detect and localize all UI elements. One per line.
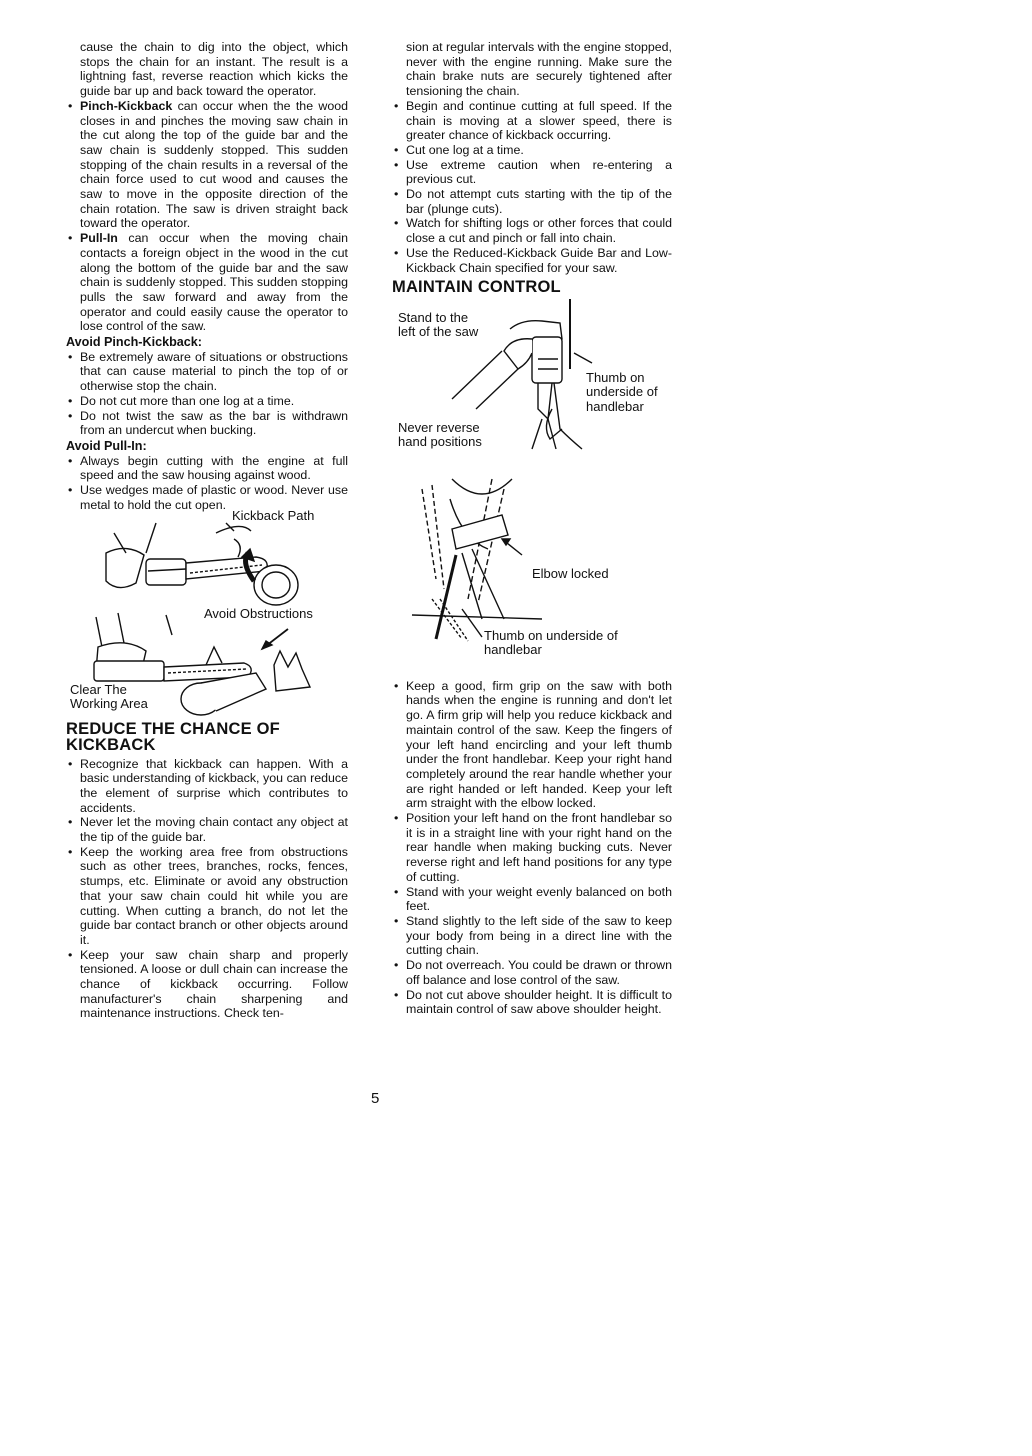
- maintain-control-heading: MAINTAIN CONTROL: [392, 278, 561, 297]
- pull-in-term: Pull-In: [80, 231, 118, 246]
- avoid-pinch-heading: Avoid Pinch-Kickback:: [66, 335, 202, 350]
- kickback-illustration: [66, 513, 348, 607]
- control-tips-list: [392, 679, 672, 1017]
- pull-in-item: [66, 231, 348, 334]
- pinch-kickback-term: Pinch-Kickback: [80, 98, 173, 113]
- hand-position-figure: [392, 299, 672, 469]
- list-item: • Use wedges made of plastic or wood. Never use metal to hold the cut open.: [66, 483, 348, 512]
- avoid-pull-in-list: [66, 454, 348, 513]
- list-item: • Stand with your weight evenly balanced on both feet.: [392, 885, 672, 914]
- kickback-types-list: [66, 99, 348, 334]
- list-item: • Do not cut above shoulder height. It is difficult to maintain control of saw above shoulder height.: [392, 988, 672, 1017]
- thumb-handlebar-label: Thumb on underside of handlebar: [484, 627, 618, 658]
- list-item: • Do not attempt cuts starting with the tip of the bar (plunge cuts).: [392, 187, 672, 216]
- never-reverse-label: Never reverse hand positions: [398, 419, 482, 450]
- list-item: • Do not cut more than one log at a time.: [66, 394, 348, 409]
- list-item: • Do not twist the saw as the bar is withdrawn from an undercut when bucking.: [66, 409, 348, 438]
- list-item: • Watch for shifting logs or other forces that could close a cut and pinch or fall into chain.: [392, 216, 672, 245]
- avoid-pull-in-heading: Avoid Pull-In:: [66, 438, 147, 453]
- right-column: [392, 40, 672, 1017]
- elbow-locked-figure: [392, 469, 672, 679]
- thumb-underside-label: Thumb on underside of handlebar: [586, 369, 658, 414]
- list-item: • Keep a good, firm grip on the saw with both hands when the engine is running and don't let go. A firm grip will help you reduce kickback and maintain control of the saw. Keep the fingers of your left hand encircling and your left thumb under the front handlebar. Keep your right hand completely around the rear handle whether your are right handed or left handed. Keep your left arm straight with the elbow locked.: [392, 679, 672, 811]
- list-item: • Recognize that kickback can happen. With a basic understanding of kickback, you can reduce the element of surprise which contributes to accidents.: [66, 757, 348, 816]
- reduce-kickback-list: [66, 757, 348, 1022]
- list-item: • Cut one log at a time.: [392, 143, 672, 158]
- kickback-path-label: Kickback Path: [232, 507, 315, 523]
- stand-left-label: Stand to the left of the saw: [398, 309, 479, 340]
- intro-paragraph: cause the chain to dig into the object, which stops the chain for an instant. The result is a lightning fast, reverse reaction which kicks the guide bar up and back toward the operator.: [80, 40, 348, 99]
- list-item: • Begin and continue cutting at full speed. If the chain is moving at a slower speed, there is greater chance of kickback occurring.: [392, 99, 672, 143]
- list-item: • Use extreme caution when re-entering a previous cut.: [392, 158, 672, 187]
- list-item: • Be extremely aware of situations or obstructions that can cause material to pinch the top of or otherwise stop the chain.: [66, 350, 348, 394]
- cutting-tips-list: [392, 99, 672, 275]
- list-item: • Position your left hand on the front handlebar so it is in a straight line with your right hand on the rear handle when making bucking cuts. Never reverse right and left hand positions for any type of cutting.: [392, 811, 672, 885]
- left-column: [66, 40, 348, 1021]
- list-item: • Stand slightly to the left side of the saw to keep your body from being in a direct line with the cutting chain.: [392, 914, 672, 958]
- tension-continuation: sion at regular intervals with the engine stopped, never with the engine running. Make sure the chain brake nuts are securely tightened after tensioning the chain.: [406, 40, 672, 99]
- elbow-locked-label: Elbow locked: [532, 565, 609, 581]
- clear-working-area-label: Clear The Working Area: [70, 681, 148, 711]
- reduce-kickback-heading: REDUCE THE CHANCE OF KICKBACK: [66, 719, 280, 754]
- pull-in-text: can occur when the moving chain contacts a foreign object in the wood in the cut along the bottom of the guide bar and the saw chain is suddenly stopped. This sudden stopping pulls the saw forward and away from the operator and could easily cause the operator to lose control of the saw.: [80, 231, 348, 334]
- list-item: • Do not overreach. You could be drawn or thrown off balance and lose control of the saw.: [392, 958, 672, 987]
- avoid-obstructions-label: Avoid Obstructions: [204, 605, 313, 621]
- kickback-path-figure: [66, 507, 348, 607]
- pinch-kickback-item: [66, 99, 348, 231]
- list-item: • Always begin cutting with the engine at full speed and the saw housing against wood.: [66, 454, 348, 483]
- list-item: • Keep your saw chain sharp and properly tensioned. A loose or dull chain can increase the chance of kickback occurring. Follow manufacturer's chain sharpening and maintenance instructions. Check ten-: [66, 948, 348, 1022]
- pinch-kickback-text: can occur when the the wood closes in and pinches the moving saw chain in the cut along the top of the guide bar and the saw chain is suddenly stopped. This sudden stopping of the chain results in a reversal of the chain force used to cut wood and causes the saw to move in the opposite direction of the chain rotation. The saw is driven straight back toward the operator.: [80, 98, 348, 231]
- list-item: • Never let the moving chain contact any object at the tip of the guide bar.: [66, 815, 348, 844]
- list-item: • Use the Reduced-Kickback Guide Bar and Low-Kickback Chain specified for your saw.: [392, 246, 672, 275]
- page-number: 5: [371, 1090, 380, 1107]
- avoid-pinch-list: [66, 350, 348, 438]
- avoid-obstructions-figure: [66, 607, 348, 717]
- list-item: • Keep the working area free from obstructions such as other trees, branches, rocks, fences, stumps, etc. Eliminate or avoid any obstruction that your saw chain could hit while you are cutting. When cutting a branch, do not let the guide bar contact branch or other objects around it.: [66, 845, 348, 948]
